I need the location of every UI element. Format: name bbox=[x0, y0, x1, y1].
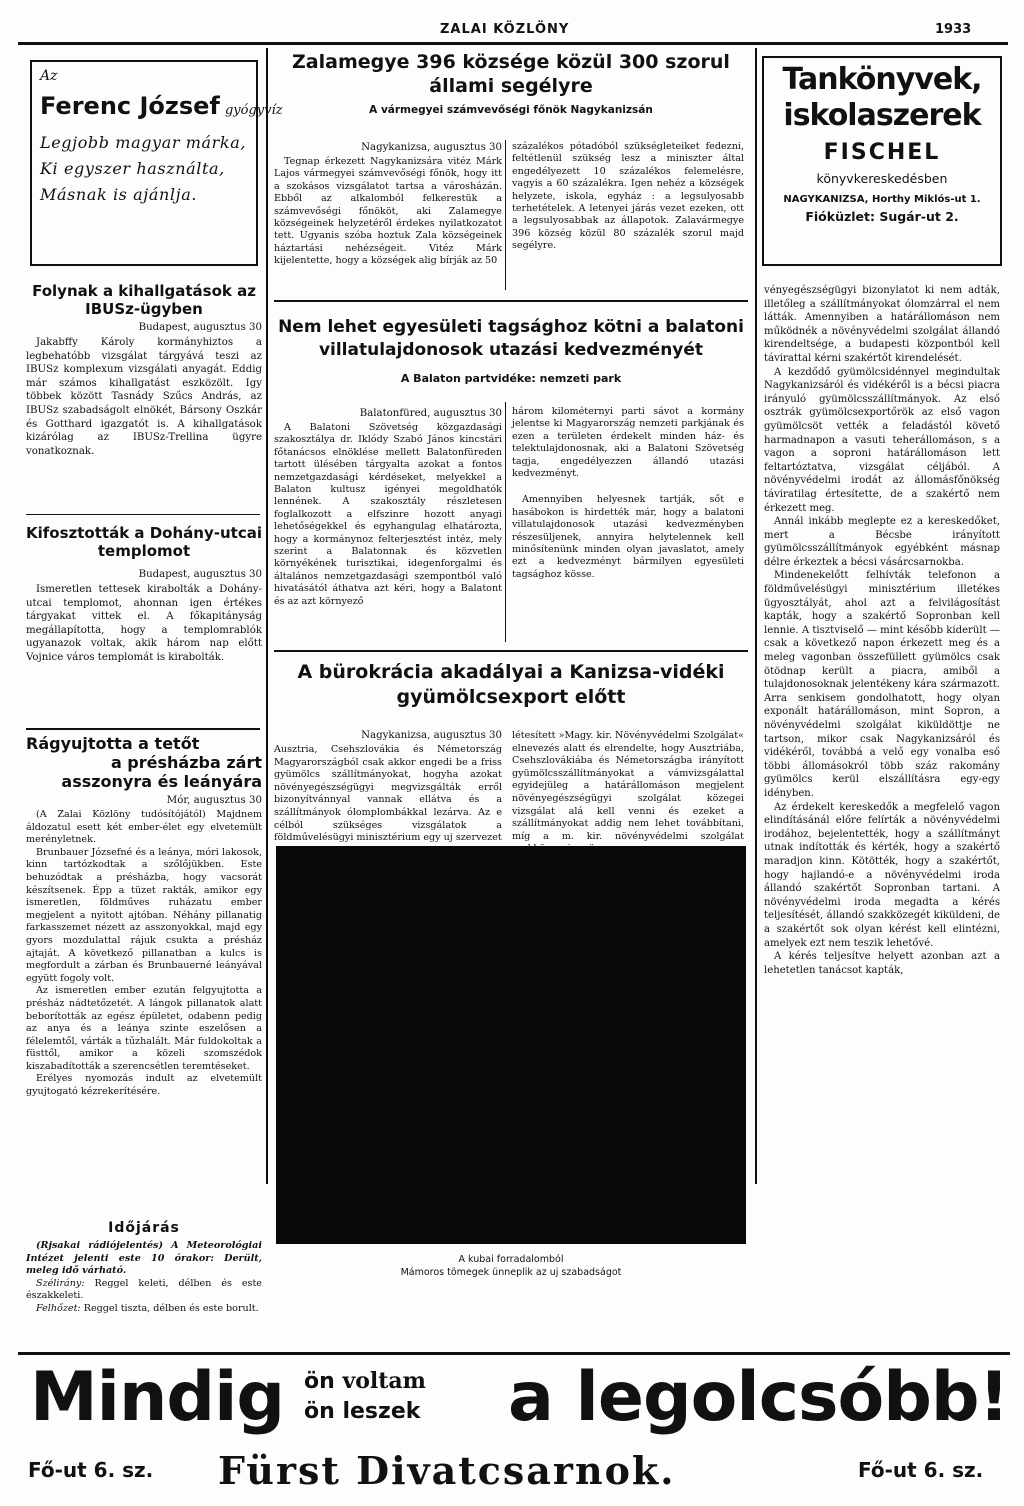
weather-label: Szélirány: bbox=[36, 1277, 85, 1289]
ad-prefix: Az bbox=[40, 68, 58, 84]
article-title: Zalamegye 396 községe közül 300 szorul állami segélyre bbox=[292, 51, 730, 97]
ad-kind: gyógyvíz bbox=[224, 103, 283, 118]
weather-text: Reggel keleti, délben és este északkeleti. bbox=[26, 1277, 262, 1302]
ad-line: Ki egyszer használta, bbox=[40, 159, 225, 178]
ad-brand: FISCHEL bbox=[823, 140, 941, 165]
ad-mineral-water bbox=[30, 60, 283, 266]
article-paragraph: (A Zalai Közlöny tudósítójától) Majdnem áldozatul esett két ember-élet egy elvetemült merényletnek. bbox=[26, 809, 262, 846]
dateline: Budapest, augusztus 30 bbox=[138, 322, 262, 333]
article-body: százalékos pótadóból szükségleteiket fedezni, feltétlenül szükség lesz a miniszter által engedélyezett 10 százalékos felemelésre, vagyis a 60 százalékra. Igen nehéz a községek helyzete, iskola, egyház : a legsulyosabb terhetételek. A letenyei járás vezet ezeken, ott a legsulyosabbak az állapotok. Zalavármegye 396 község közül 80 százalék szorul majd segélyre. bbox=[512, 141, 744, 252]
article-title: A bürokrácia akadályai a Kanizsa-vidéki gyümölcsexport előtt bbox=[297, 661, 725, 708]
column-divider bbox=[505, 140, 506, 290]
rule bbox=[274, 300, 748, 302]
masthead-rule bbox=[18, 42, 1008, 45]
weather-label: Felhőzet: bbox=[36, 1302, 81, 1314]
weather-text: Reggel tiszta, délben és este borult. bbox=[83, 1302, 259, 1314]
ad-address: Fő-ut 6. sz. bbox=[28, 1458, 154, 1482]
article-segely bbox=[274, 50, 748, 296]
article-balaton bbox=[274, 316, 748, 646]
article-continuation bbox=[764, 284, 1000, 1184]
column-divider bbox=[505, 402, 506, 642]
dateline: Budapest, augusztus 30 bbox=[138, 569, 262, 580]
article-body: Ismeretlen tettesek kirabolták a Dohány-utcai templomot, ahonnan igen értékes tárgyakat vittek el. A főkapitányság megállapította, hogy a templomrablók ugyanazok voltak, akik három nap előtt Vojnice város templomát is kirabolták. bbox=[26, 584, 262, 663]
column-divider bbox=[266, 48, 268, 1184]
article-paragraph: vényegészségügyi bizonylatot ki nem adták, illetőleg a szállítmányokat ólomzárral el nem látták. Amennyiben a határállomáson nem működnék a növényvédelmi szolgálat állandó kirendeltsége, a budapesti központból kell távirattal kérni szakértőt kirendelését. bbox=[764, 285, 1000, 364]
weather-title: Időjárás bbox=[108, 1220, 180, 1236]
ad-line: Legjobb magyar márka, bbox=[40, 133, 247, 152]
article-subtitle: A vármegyei számvevőségi főnök Nagykanizsán bbox=[369, 104, 653, 116]
photo-kubai-forradalom bbox=[276, 846, 746, 1244]
article-body: Amennyiben helyesnek tartják, sőt e hasábokon is hirdették már, hogy a balatoni villatulajdonosok utazási kedvezményben részesüljenek, annyira helytelennek kell minősítenünk minden olyan javaslatot, amely ezt a kedvezményt bármilyen egyesületi tagsághoz kösse. bbox=[512, 494, 744, 580]
ad-title: iskolaszerek bbox=[783, 98, 981, 133]
article-paragraph: Erélyes nyomozás indult az elvetemült gyujtogató kézrekerítésére. bbox=[26, 1073, 262, 1098]
article-body: Jakabffy Károly kormányhiztos a legbehatóbb vizsgálat tárgyává teszi az IBUSz komplexum vizsgálati anyagát. Eddig már számos kihallgatást eszközölt. Igy többek között Tasnády Szűcs András, az IBUSz szabadságolt elnökét, Bársony Oszkár és Gotthard igazgatót is. A kihallgatások kizárólag az IBUSz-Trellina ügyre vonatkoznak. bbox=[26, 337, 262, 457]
article-body: Tegnap érkezett Nagykanizsára vitéz Márk Lajos vármegyei számvevőségi főnök, hogy itt a szokásos vizsgálatot tartsa a városházán. Ebből az alkalomból felkerestük a számvevőségi főnököt, aki Zalamegye községeinek helyzetéről érdekes nyilatkozatot tett. Ugyanis szóba hoztuk Zala községeinek háztartási nehézségeit. Vitéz Márk kijelentette, hogy a községek alig bírják az 50 bbox=[274, 156, 502, 267]
rule bbox=[26, 514, 260, 515]
article-title: Kifosztották a Dohány-utcai templomot bbox=[26, 524, 262, 560]
article-ibusz bbox=[26, 282, 262, 504]
ad-mid-text: ön bbox=[304, 1399, 335, 1424]
ad-address: Fióküzlet: Sugár-ut 2. bbox=[805, 209, 959, 224]
ad-fischel bbox=[762, 56, 1002, 266]
ad-address: Fő-ut 6. sz. bbox=[858, 1458, 984, 1482]
article-gyumolcs bbox=[274, 660, 748, 844]
article-title: Folynak a kihallgatások az IBUSz-ügyben bbox=[32, 282, 256, 318]
ad-mid-text: voltam bbox=[342, 1368, 426, 1394]
ad-line: Másnak is ajánlja. bbox=[40, 185, 198, 204]
article-paragraph: Brunbauer Józsefné és a leánya, móri lakosok, kinn tartózkodtak a szőlőjükben. Este behuzódtak a présházba, hogy vacsorát készítsenek. Épp a tüzet rakták, amikor egy ismeretlen, földműves ruházatu ember megjelent a nyitott ajtóban. Néhány pillanatig farkasszemet nézett az asszonyokkal, majd egy gyors mozdulattal rájuk csukta a présház ajtaját. A következő pillanatban a kulcs is megfordult a zárban és Brunbauerné leányával együtt fogoly volt. bbox=[26, 846, 262, 984]
article-title: Nem lehet egyesületi tagsághoz kötni a balatoni villatulajdonosok utazási kedvezményét bbox=[278, 317, 744, 360]
weather-intro: (Rjsakai rádiójelentés) A Meteorológiai Intézet jelenti este 10 órakor: Derült, meleg idő várható. bbox=[26, 1240, 262, 1277]
article-paragraph: Az ismeretlen ember ezután felgyujtotta a présház nádtetőzetét. A lángok pillanatok alatt beborították az egész épületet, odabenn pedig az anya és a leánya szinte eszelősen a félelemtől, várták a tűzhalált. Már fuldokoltak a füsttől, amikor a közeli szomszédok kiszabadították a szerencsétlen teremtéseket. bbox=[26, 985, 262, 1072]
dateline: Balatonfüred, augusztus 30 bbox=[359, 408, 502, 419]
article-paragraph: Mindenekelőtt felhívták telefonon a földművelésügyi minisztérium illetékes ügyosztályát, ahol azt a felvilágosítást kapták, hogy a szakértő Sopronban kell lennie. A tisztviselő — mint később kiderült — csak a következő napon érkezett meg és a meleg vagonban összefüllett gyümölcs csak ötödnap került a piacra, amiből a tulajdonosoknak jelentékeny kára származott. Arra senkisem gondolhatott, hogy olyan exponált határállomáson, mint Sopron, a növényvédelmi szolgálat kiküldöttje ne tartson, mikor csak Nagykanizsáról és vidékéről, továbbá a velő egy vonalba eső többi állomásokról több száz rakomány gyümölcs kerül elszállításra egy-egy idényben. bbox=[764, 570, 1000, 799]
dateline: Nagykanizsa, augusztus 30 bbox=[361, 142, 502, 153]
year: 1933 bbox=[935, 22, 972, 37]
article-paragraph: Annál inkább meglepte ez a kereskedőket, mert a Bécsbe irányított gyümölcsszállítmányok egyébként másnap délre érkeztek a bécsi vásárcsarnokba. bbox=[764, 516, 1000, 568]
photo-caption: Mámoros tömegek ünneplik az uj szabadságot bbox=[400, 1267, 622, 1278]
article-dohany bbox=[26, 524, 262, 724]
article-title: a présházba zárt asszonyra és leányára bbox=[61, 753, 262, 791]
ad-title: Tankönyvek, bbox=[782, 62, 982, 97]
article-paragraph: Az érdekelt kereskedők a megfelelő vagon elindításánál előre felírták a növényvédelmi irodához, bejelentették, hogy a szállítmányt utnak indították és kérték, hogy a szakértő maradjon kinn. Kötötték, hogy a szakértőt, hogy hajlandó-e a növényvédelmi iroda állandó szakértőt Sopronban tartani. A növényvédelmi iroda megadta a kérés teljesítését, állandó szakközegét kiküldeni, de a szakértőt sok olyan kérést kell elintézni, amelyek ezt nem teszik lehetővé. bbox=[764, 801, 1000, 949]
article-body: A Balatoni Szövetség közgazdasági szakosztálya dr. Iklódy Szabó János kincstári főtanácsos elnöklése mellett Balatonfüreden tartott ülésében tárgyalta azokat a fontos nemzetgazdasági kérdéseket, melyekkel a Balaton kultusz igényei megoldhatók lennének. A szakosztály részletesen foglalkozott a elfszinre hozott anyagi lehetőségekkel és egyhangulag elhatározta, hogy a kormánynoz felterjesztést intéz, mely szerint a Balatonnak és közvetlen környékének turisztikai, idegenforgalmi és általános nemzetgazdasági szempontból való hivatásától áthatva azt kéri, hogy a Balatont és az azt környező bbox=[274, 422, 502, 607]
article-mor bbox=[26, 734, 262, 1214]
ad-big-text: Mindig bbox=[30, 1358, 285, 1437]
article-body: létesített »Magy. kir. Növényvédelmi Szolgálat« elnevezés alatt és elrendelte, hogy Ausztriába, Csehszlovákiába és Németországba irányított gyümölcsszállítmányokat a vámvizsgálattal egyidejüleg a határállomáson megjelent növényegészségügyi szolgálat közegei vizsgálat alá kell venni és ezeket a szállítmányokat addig nem lehet továbbítani, míg a m. kir. növényvédelmi szolgálat bbox=[512, 730, 744, 842]
article-paragraph: A kezdődő gyümölcsidénnyel megindultak Nagykanizsáról és vidékéről is a bécsi piacra irányuló gyümölcsszállítmányok. Az első osztrák gyümölcsexportőrök az első vagon gyümölcsöt vették a feladástól követő harmadnapon a vasuti teherállomáson, s a vagon a soproni határállomáson lett feltartóztatva, vizsgálat céljából. A növényvédelmi irodát az állomásfőnökség táviratilag értesítette, de a szakértő nem érkezett meg. bbox=[764, 366, 1000, 514]
rule bbox=[26, 728, 260, 730]
rule bbox=[274, 650, 748, 652]
article-body: Ausztria, Csehszlovákia és Németország Magyarországból csak akkor engedi be a friss gyümölcs szállítmányokat, hogyha azokat növényegészségügyi megvizsgálták erről bizonyítvánnyal vannak ellátva és a szállítmányok ólomplombákkal lezárva. Az e célból szükséges vizsgálatok a földművelésügyi minisztérium egy uj szervezet bbox=[274, 744, 502, 844]
ad-brand: Ferenc József bbox=[40, 92, 220, 120]
ad-big-text: a legolcsóbb! bbox=[508, 1358, 1009, 1437]
article-body: három kilométernyi parti sávot a kormány jelentse ki Magyarország nemzeti parkjának és ezen a területen érdekelt minden ház- és telektulajdonosnak, aki a Balatoni Szövetség tagja, engedélyezzen állandó utazási kedvezményt. bbox=[512, 406, 744, 480]
ad-mid-text: ön bbox=[304, 1369, 335, 1394]
dateline: Nagykanizsa, augusztus 30 bbox=[361, 730, 502, 741]
column-divider bbox=[755, 48, 757, 1184]
ad-mid-text: leszek bbox=[342, 1399, 421, 1424]
article-title: Rágyujtotta a tetőt bbox=[26, 734, 200, 753]
footer-ad-furst bbox=[18, 1358, 1010, 1498]
weather-box bbox=[26, 1220, 262, 1350]
ad-sub: könyvkereskedésben bbox=[816, 171, 948, 186]
footer-rule bbox=[18, 1352, 1010, 1355]
article-subtitle: A Balaton partvidéke: nemzeti park bbox=[400, 372, 622, 385]
photo-caption: A kubai forradalomból bbox=[458, 1254, 564, 1265]
article-paragraph: A kérés teljesítve helyett azonban azt a lehetetlen tanácsot kapták, bbox=[764, 951, 1000, 976]
ad-store-name: Fürst Divatcsarnok. bbox=[218, 1448, 676, 1493]
dateline: Mór, augusztus 30 bbox=[166, 795, 262, 806]
paper-name: ZALAI KÖZLÖNY bbox=[440, 22, 570, 37]
ad-address: NAGYKANIZSA, Horthy Miklós-ut 1. bbox=[783, 194, 981, 205]
